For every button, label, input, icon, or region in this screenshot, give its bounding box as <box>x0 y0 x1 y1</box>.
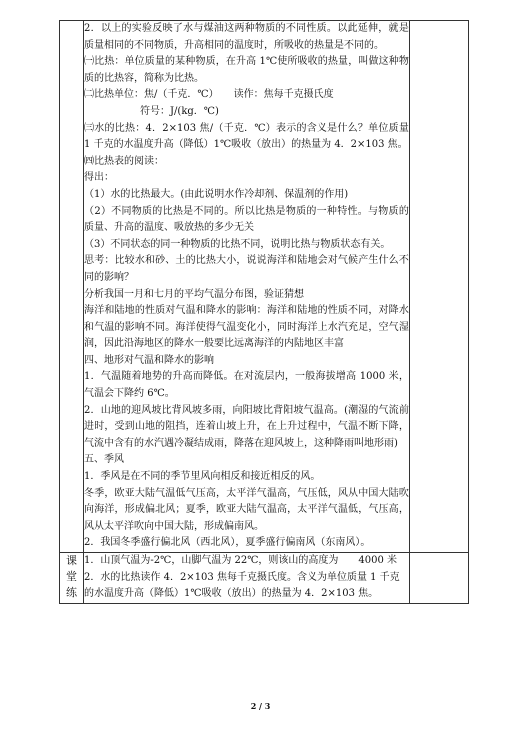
practice-row <box>60 553 469 604</box>
content-paragraph: 2．以上的实验反映了水与煤油这两种物质的不同性质。以此延伸，就是质量相同的不同物质，升高相同的温度时，所吸收的热量是不同的。 <box>84 23 409 51</box>
content-paragraph: ㈠比热：单位质量的某种物质，在升高 1℃使所吸收的热量，叫做这种物质的比热容，简称为比热。 <box>84 56 409 84</box>
practice-content-cell <box>84 553 410 604</box>
content-paragraph: ㈡比热单位：焦/（千克．℃） 读作：焦每千克摄氏度 <box>84 89 334 101</box>
content-paragraph: 得出： <box>84 172 115 184</box>
content-paragraph: （2）不同物质的比热是不同的。所以比热是物质的一种特性。与物质的质量、升高的温度、吸放热的多少无关 <box>84 205 409 234</box>
content-paragraph: （1）水的比热最大。(由此说明水作冷却剂、保温剂的作用) <box>84 188 349 200</box>
content-heading: 五、季风 <box>84 454 125 466</box>
left-label-cell <box>60 21 84 553</box>
lesson-plan-table <box>59 20 469 604</box>
content-paragraph: 海洋和陆地的性质对气温和降水的影响：海洋和陆地的性质不同，对降水和气温的影响不同。海洋使得气温变化小，同时海洋上水汽充足，空气湿润，因此沿海地区的降水一般要比远离海洋的内陆地区丰富 <box>84 305 409 350</box>
content-row <box>60 21 469 553</box>
lesson-content-cell <box>84 21 410 553</box>
unit-symbol-line: 符号：J/(kg．℃) <box>140 105 219 117</box>
practice-question: 1．山顶气温为-2℃，山脚气温为 22℃，则该山的高度为 4000 米 <box>84 555 398 566</box>
page-number: 2 / 3 <box>250 701 271 711</box>
content-paragraph: 思考：比较水和砂、土的比热大小，说说海洋和陆地会对气候产生什么不同的影响？ <box>84 255 409 283</box>
practice-label-char: 练 <box>66 586 78 599</box>
content-paragraph: 分析我国一月和七月的平均气温分布图，验证猜想 <box>84 288 305 300</box>
content-paragraph: 冬季，欧亚大陆气温低气压高，太平洋气温高，气压低，风从中国大陆吹向海洋，形成偏北风；夏季，欧亚大陆气温高，太平洋气温低，气压高，风从太平洋吹向中国大陆，形成偏南风。 <box>84 487 409 532</box>
practice-label-char: 课 <box>66 554 78 567</box>
practice-notes-cell <box>409 553 468 604</box>
notes-cell <box>409 21 468 553</box>
content-heading: 四、地形对气温和降水的影响 <box>84 354 215 366</box>
content-paragraph: 2．我国冬季盛行偏北风（西北风），夏季盛行偏南风（东南风）。 <box>84 537 371 549</box>
content-heading: ㈣比热表的阅读： <box>84 155 165 167</box>
practice-question: 2．水的比热读作 4．2×103 焦每千克摄氏度。含义为单位质量 1 千克的水温度升高（降低）1℃吸收（放出）的热量为 4．2×103 焦。 <box>84 571 400 600</box>
content-paragraph: 1．季风是在不同的季节里风向相反和接近相反的风。 <box>84 471 321 483</box>
practice-label-char: 堂 <box>66 570 78 583</box>
practice-label-cell <box>60 553 84 604</box>
content-paragraph: 1．气温随着地势的升高而降低。在对流层内，一般海拔增高 1000 米，气温会下降约 6℃。 <box>84 371 409 400</box>
content-paragraph: ㈢水的比热：4．2×103 焦/（千克．℃）表示的含义是什么？单位质量 1 千克的水温度升高（降低）1℃吸收（放出）的热量为 4．2×103 焦。 <box>84 122 409 151</box>
content-paragraph: 2．山地的迎风坡比背风坡多雨，向阳坡比背阳坡气温高。(潮湿的气流前进时，受到山地的阻挡，连着山坡上升，在上升过程中，气温不断下降，气流中含有的水汽遇冷凝结成雨，降落在迎风坡上，这种降雨叫地形雨) <box>84 404 409 449</box>
content-paragraph: （3）不同状态的同一种物质的比热不同，说明比热与物质状态有关。 <box>84 238 391 250</box>
